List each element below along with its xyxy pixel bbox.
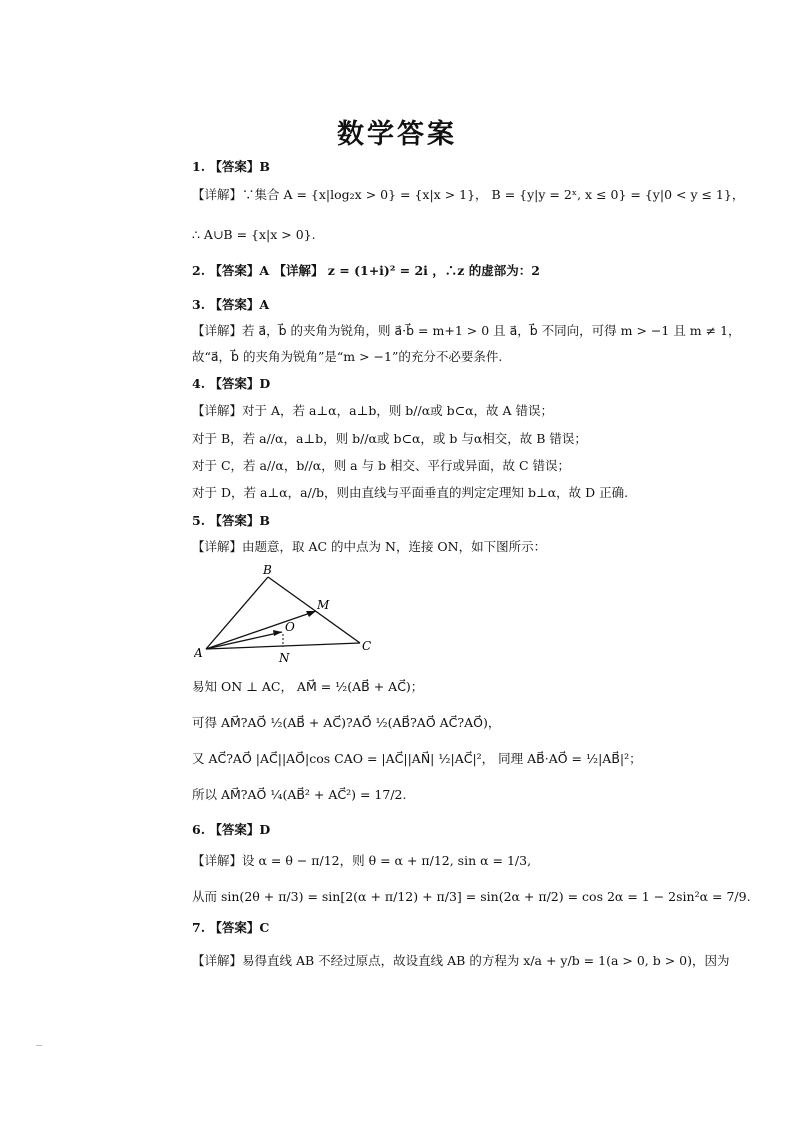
q5-explanation-line-1: 【详解】由题意，取 AC 的中点为 N，连接 ON，如下图所示： bbox=[192, 539, 547, 554]
label-n: N bbox=[279, 651, 290, 665]
segment-bc bbox=[268, 577, 360, 643]
triangle-diagram bbox=[194, 563, 384, 668]
q4-explanation-line-4: 对于 D，若 a⊥α，a//b，则由直线与平面垂直的判定定理知 b⊥α，故 D 正确. bbox=[192, 485, 629, 500]
q3-explanation-line-2: 故“a⃗，b⃗ 的夹角为锐角”是“m > −1”的充分不必要条件. bbox=[192, 349, 503, 364]
q4-explanation-line-3: 对于 C，若 a//α，b//α，则 a 与 b 相交、平行或异面，故 C 错误； bbox=[192, 458, 571, 473]
q1-answer: 1. 【答案】B bbox=[192, 159, 270, 174]
q4-explanation-line-2: 对于 B，若 a//α，a⊥b，则 b//α或 b⊂α，或 b 与α相交，故 B 错误； bbox=[192, 431, 587, 446]
label-c: C bbox=[362, 639, 372, 653]
q5-explanation-line-4: 又 AC⃗?AO⃗ |AC⃗||AO⃗|cos CAO = |AC⃗||AN⃗| ½|AC⃗|²， 同理 AB⃗·AO⃗ = ½|AB⃗|²； bbox=[192, 751, 642, 766]
q4-answer: 4. 【答案】D bbox=[192, 376, 271, 391]
q7-explanation-line-1: 【详解】易得直线 AB 不经过原点，故设直线 AB 的方程为 x/a + y/b = 1(a > 0, b > 0)，因为 bbox=[192, 953, 730, 968]
label-b: B bbox=[263, 563, 272, 577]
vector-am-arrowhead bbox=[306, 611, 316, 617]
scan-mark bbox=[36, 1045, 42, 1046]
q5-explanation-line-2: 易知 ON ⊥ AC， AM⃗ = ½(AB⃗ + AC⃗)； bbox=[192, 679, 424, 694]
q4-explanation-line-1: 【详解】对于 A，若 a⊥α，a⊥b，则 b//α或 b⊂α，故 A 错误； bbox=[192, 403, 554, 418]
label-o: O bbox=[285, 620, 295, 634]
q5-explanation-line-3: 可得 AM⃗?AO⃗ ½(AB⃗ + AC⃗)?AO⃗ ½(AB⃗?AO⃗ AC⃗?AO⃗)， bbox=[192, 715, 501, 730]
q1-explanation-line-2: ∴ A∪B = {x|x > 0}. bbox=[192, 227, 316, 242]
q6-explanation-line-2: 从而 sin(2θ + π/3) = sin[2(α + π/12) + π/3] = sin(2α + π/2) = cos 2α = 1 − 2sin²α = 7/9. bbox=[192, 889, 751, 904]
q1-explanation-line-1: 【详解】∵集合 A = {x|log₂x > 0} = {x|x > 1}， B = {y|y = 2ˣ, x ≤ 0} = {y|0 < y ≤ 1}， bbox=[192, 187, 745, 202]
page-title: 数学答案 bbox=[337, 119, 457, 150]
q2-answer: 2. 【答案】A 【详解】 z = (1+i)² = 2i ，∴z 的虚部为：2 bbox=[192, 263, 540, 278]
label-a: A bbox=[194, 646, 203, 660]
label-m: M bbox=[317, 598, 330, 612]
q6-answer: 6. 【答案】D bbox=[192, 822, 271, 837]
q7-answer: 7. 【答案】C bbox=[192, 920, 270, 935]
q3-answer: 3. 【答案】A bbox=[192, 297, 270, 312]
q5-answer: 5. 【答案】B bbox=[192, 513, 270, 528]
q5-explanation-line-5: 所以 AM⃗?AO⃗ ¼(AB⃗² + AC⃗²) = 17/2. bbox=[192, 787, 407, 802]
vector-ao-arrowhead bbox=[273, 630, 282, 636]
q6-explanation-line-1: 【详解】设 α = θ − π/12，则 θ = α + π/12, sin α = 1/3, bbox=[192, 853, 532, 868]
q3-explanation-line-1: 【详解】若 a⃗，b⃗ 的夹角为锐角，则 a⃗·b⃗ = m+1 > 0 且 a⃗，b⃗ 不同向，可得 m > −1 且 m ≠ 1， bbox=[192, 323, 741, 338]
